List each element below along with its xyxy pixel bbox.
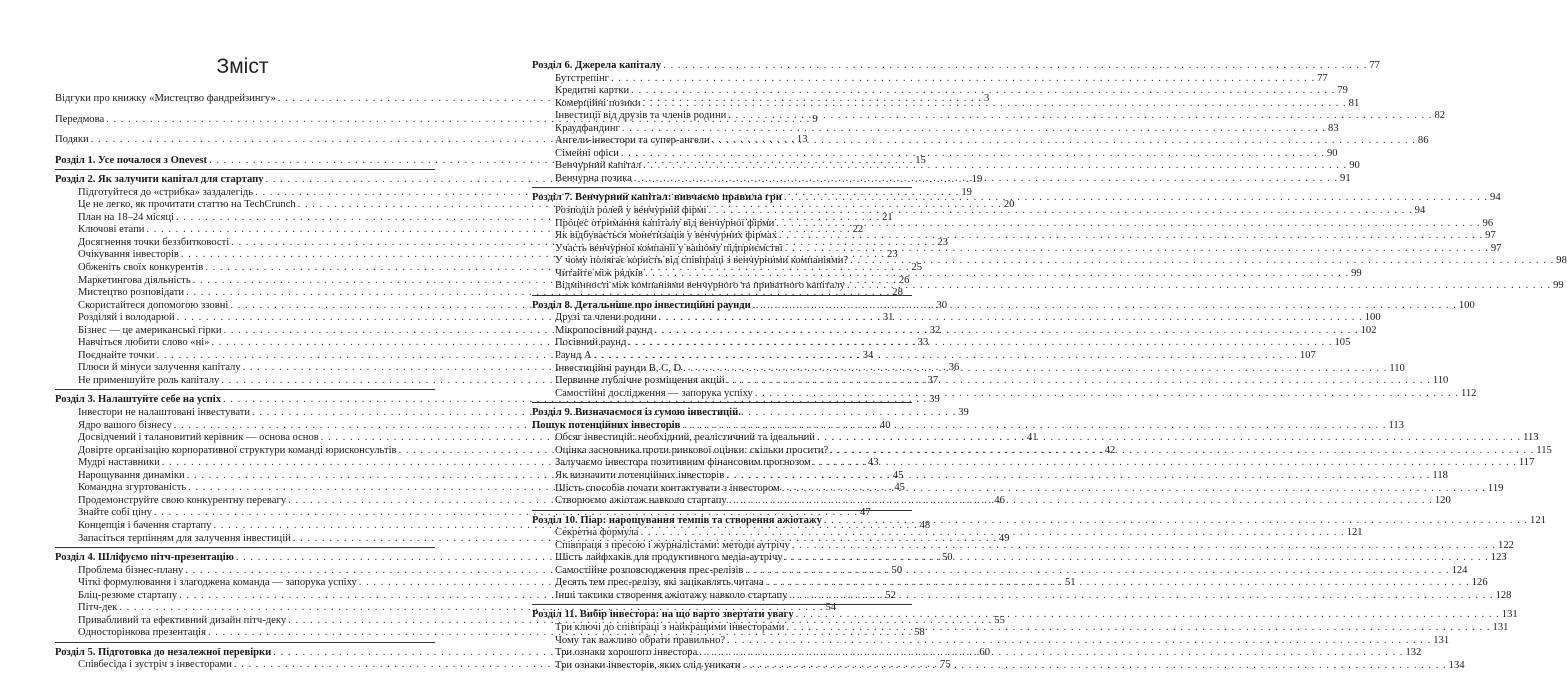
toc-page-number: 94 — [1414, 205, 1426, 217]
toc-page-number: 43 — [867, 457, 879, 469]
toc-entry-title: Як відбувається монетизація у венчурних фірмах — [555, 230, 778, 242]
toc-entry[interactable] — [532, 110, 1446, 123]
toc-entry-title: Бізнес — це американські гірки — [78, 324, 222, 336]
toc-entry-title: Венчурний капітал — [555, 160, 642, 172]
toc-entry[interactable] — [532, 482, 1504, 496]
dot-leader — [817, 432, 1521, 445]
toc-entry-title: Бліц-резюме стартапу — [78, 589, 178, 601]
toc-entry-title: Не применшуйте роль капіталу — [78, 374, 220, 386]
toc-page-number: 75 — [940, 659, 951, 671]
dot-leader — [785, 552, 1489, 565]
toc-page-number: 50 — [891, 564, 903, 576]
toc-entry-title: Розділ 6. Джерела капіталу — [532, 60, 662, 71]
toc-page-number: 19 — [961, 186, 972, 198]
toc-page-number: 131 — [1501, 609, 1518, 621]
toc-entry[interactable] — [532, 97, 1360, 111]
toc-page-number: 120 — [1434, 495, 1451, 507]
toc-page-number: 28 — [892, 287, 903, 299]
toc-entry-title: Первинне публічне розміщення акцій — [555, 375, 725, 387]
toc-entry-title: Комерційні позики — [555, 97, 641, 109]
toc-page-number: 100 — [1364, 312, 1381, 324]
dot-leader — [830, 445, 1534, 458]
toc-page-number: 113 — [1388, 419, 1404, 431]
dot-leader — [634, 173, 1338, 186]
dot-leader — [792, 540, 1496, 553]
toc-entry-title: Краудфандинг — [555, 122, 620, 134]
toc-entry[interactable] — [532, 469, 1448, 483]
toc-page-number: 54 — [825, 602, 837, 614]
toc-entry-title: Співбесіда і зустріч з інвесторами — [78, 659, 232, 671]
toc-page-number: 112 — [1460, 387, 1477, 399]
toc-entry-title: Ключові етапи — [78, 224, 145, 236]
toc-entry-title: Розділ 5. Підготовка до незалежної перевірки — [55, 646, 272, 658]
toc-entry-title: Проблема бізнес-плану — [78, 564, 184, 576]
dot-leader — [645, 268, 1349, 281]
toc-page-number: 34 — [862, 349, 874, 361]
toc-entry-title: Ангели-інвестори та супер-ангели — [555, 135, 710, 147]
toc-entry[interactable] — [532, 539, 1514, 553]
toc-page-number: 128 — [1495, 589, 1512, 601]
toc-page-number: 98 — [1556, 255, 1567, 267]
toc-entry-title: Десять тем прес-релізу, які зацікавлять читача — [555, 577, 764, 589]
dot-leader — [683, 363, 1387, 376]
toc-entry-title: План на 18–24 місяці — [78, 211, 174, 223]
toc-page-number: 122 — [1498, 539, 1514, 551]
toc-page-number: 119 — [1487, 482, 1504, 494]
dot-leader — [594, 350, 1298, 363]
toc-page-number: 48 — [919, 519, 931, 531]
toc-entry[interactable] — [532, 312, 1381, 325]
toc-entry-title: Самостійне розповсюдження прес-релізів — [555, 564, 744, 576]
toc-page-number: 41 — [1026, 432, 1038, 444]
toc-page-number: 39 — [929, 394, 940, 406]
dot-leader — [850, 255, 1554, 268]
toc-page-number: 134 — [1448, 659, 1465, 671]
dot-leader — [699, 647, 1403, 660]
toc-page-number: 118 — [1432, 469, 1448, 481]
toc-page-number: 37 — [927, 374, 939, 386]
toc-page-number: 36 — [948, 362, 960, 374]
toc-entry[interactable] — [532, 457, 1535, 470]
toc-chapter-entry[interactable] — [532, 419, 1404, 433]
toc-page-number: 32 — [929, 324, 941, 336]
dot-leader — [813, 457, 1517, 470]
dot-leader — [786, 622, 1490, 635]
toc-entry-title: Читайте між рядків — [555, 267, 643, 279]
toc-entry-title: Пошук потенційних інвесторів — [532, 419, 681, 431]
toc-page-number: 110 — [1389, 362, 1405, 374]
toc-entry-title: Шість лайфхаків для продуктивного медіа-аутрічу — [555, 552, 783, 564]
toc-entry-title: Це не легко, як прочитати статтю на TechCrunch — [78, 199, 296, 211]
toc-page-number: 97 — [1490, 242, 1502, 254]
toc-page-number: 115 — [1536, 444, 1552, 456]
toc-page-number: 83 — [1328, 122, 1339, 134]
dot-leader — [631, 85, 1335, 98]
toc-entry-title: Маркетингова діяльність — [78, 274, 191, 286]
dot-leader — [726, 470, 1430, 483]
toc-page-number: 79 — [1337, 85, 1348, 97]
toc-entry-title: Скористайтеся допомогою ззовні — [78, 299, 229, 311]
toc-entry-title: Знайте собі ціну — [78, 507, 152, 519]
toc-entry-title: Подяки — [55, 134, 89, 146]
toc-entry-title: Участь венчурної компанії у вашому підприємстві — [555, 242, 783, 254]
toc-page-number: 13 — [796, 134, 808, 146]
toc-entry-title: Друзі та члени родини — [555, 312, 657, 324]
toc-page-number: 23 — [887, 249, 898, 261]
dot-leader — [709, 205, 1413, 218]
toc-page-number: 121 — [1346, 527, 1363, 539]
dot-leader — [621, 148, 1325, 161]
toc-page-number: 94 — [1490, 192, 1501, 204]
toc-page-number: 132 — [1405, 647, 1422, 659]
dot-leader — [785, 243, 1489, 256]
toc-entry-title: Мудрі наставники — [78, 457, 160, 469]
toc-entry-title: Ядро вашого бізнесу — [78, 419, 172, 431]
toc-page-number: 50 — [941, 552, 953, 564]
toc-page-number: 52 — [885, 589, 896, 601]
toc-entry-title: Підготуйтеся до «стрибка» заздалегідь — [78, 186, 254, 198]
toc-entry-title: Сімейні офіси — [555, 147, 619, 159]
toc-entry-title: Мистецтво розповідати — [78, 287, 185, 299]
toc-page-number: 90 — [1326, 147, 1338, 159]
toc-entry-title: Три ключі до співпраці з найкращими інвесторами — [555, 621, 785, 633]
dot-leader — [622, 123, 1326, 136]
toc-entry-title: Односторінкова презентація — [78, 627, 206, 639]
toc-page-number: 121 — [1530, 514, 1546, 526]
toc-entry[interactable] — [532, 407, 912, 420]
toc-page-number: 47 — [860, 507, 871, 519]
toc-page-number: 102 — [1360, 324, 1377, 336]
toc-entry[interactable] — [532, 85, 1348, 98]
toc-page-number: 117 — [1518, 457, 1535, 469]
toc-page-number: 90 — [1349, 160, 1360, 172]
toc-entry-title: Розділяй і володарюй — [78, 312, 175, 324]
toc-entry-title: Самостійні дослідження — запорука успіху — [555, 387, 753, 399]
toc-entry-title: Розділ 9. Визначаємося із сумою інвестицій. — [532, 407, 741, 419]
toc-entry-title: Досвідчений і талановитий керівник — основа основ — [78, 432, 319, 444]
toc-entry-title: Розділ 2. Як залучити капітал для стартапу — [55, 174, 264, 186]
toc-page-number: 126 — [1471, 577, 1488, 589]
toc-page-number: 110 — [1432, 375, 1449, 387]
toc-entry-title: Розділ 11. Вибір інвестора: на що варто звертати увагу — [532, 609, 794, 621]
dot-leader — [643, 98, 1347, 111]
dot-leader — [796, 609, 1500, 622]
toc-page-number: 77 — [1369, 60, 1380, 71]
toc-page-number: 86 — [1417, 135, 1429, 147]
toc-entry-title: Інвестиції від друзів та членів родини — [555, 110, 727, 122]
toc-entry-title: Секретна формула — [555, 527, 639, 539]
toc-entry[interactable] — [532, 350, 1316, 363]
toc-entry[interactable] — [532, 135, 1429, 148]
toc-entry-title: Розділ 8. Детальніше про інвестиційні раунди — [532, 299, 751, 311]
toc-entry[interactable] — [532, 589, 1512, 603]
dot-leader — [824, 515, 1528, 528]
toc-page-number: 40 — [879, 419, 891, 431]
toc-entry-title: Три ознаки інвесторів, яких слід уникати — [555, 659, 741, 671]
toc-entry-title: Розділ 4. Шліфуємо пітч-презентацію — [55, 552, 234, 564]
dot-leader — [779, 230, 1483, 243]
toc-entry-title: Чому так важливо обрати правильно? — [555, 634, 726, 646]
toc-page-number: 100 — [1458, 299, 1475, 311]
toc-page-number: 82 — [1434, 110, 1446, 122]
toc-entry-title: Пітч-дек — [78, 602, 118, 614]
toc-page-number: 51 — [1064, 577, 1076, 589]
toc-page-number: 131 — [1492, 621, 1509, 633]
dot-leader — [611, 73, 1315, 86]
toc-page-number: 30 — [936, 299, 948, 311]
toc-page-number: 58 — [914, 627, 925, 639]
dot-leader — [847, 280, 1551, 293]
dot-leader — [755, 388, 1459, 401]
toc-page-number: 26 — [898, 274, 910, 286]
toc-page-number: 42 — [1104, 444, 1116, 456]
toc-entry-title: Посівний раунд — [555, 337, 627, 349]
toc-entry-title: Навчіться любити слово «ні» — [78, 337, 210, 349]
dot-leader — [643, 160, 1347, 173]
dot-leader — [728, 110, 1432, 123]
toc-entry-title: Відгуки про книжку «Мистецтво фандрейзингу» — [55, 93, 276, 104]
toc-page-number: 49 — [998, 532, 1010, 544]
dot-leader — [628, 337, 1332, 350]
toc-entry-title: Передмова — [55, 113, 105, 125]
toc-entry-title: Нарощування динаміки — [78, 469, 185, 481]
toc-entry-title: Обсяг інвестицій: необхідний, реалістичний та ідеальний — [555, 432, 815, 444]
toc-page-number: 105 — [1334, 337, 1351, 349]
dot-leader — [727, 635, 1431, 648]
toc-page-number: 3 — [983, 93, 990, 104]
toc-entry[interactable] — [532, 72, 1328, 86]
dot-leader — [743, 660, 1447, 673]
dot-leader — [727, 375, 1431, 388]
toc-page-number: 123 — [1490, 552, 1507, 564]
toc-entry-title: Довірте організацію корпоративної структури команді юрисконсультів — [78, 444, 397, 456]
dot-leader — [682, 420, 1386, 433]
toc-entry-title: Очікування інвесторів — [78, 249, 179, 261]
dot-leader — [782, 483, 1486, 496]
toc-page-number: 45 — [892, 469, 904, 481]
toc-page-number: 55 — [994, 614, 1005, 626]
toc-entry-title: Привабливий та ефективний дизайн пітч-деку — [78, 614, 287, 626]
toc-page-number: 33 — [917, 337, 929, 349]
toc-page-number: 19 — [971, 174, 983, 186]
toc-page-number: 81 — [1348, 97, 1360, 109]
dot-leader — [784, 192, 1488, 205]
dot-leader — [753, 300, 1457, 313]
toc-page-number: 124 — [1451, 564, 1468, 576]
toc-entry-title: Обженіть своїх конкурентів — [78, 262, 204, 274]
toc-page-number: 107 — [1299, 350, 1316, 362]
toc-entry-title: Інвестиційні раунди B, C, D — [555, 362, 682, 374]
toc-entry-title: Чіткі формулювання і злагоджена команда — запорука успіху — [78, 577, 357, 589]
dot-leader — [745, 565, 1449, 578]
page-title: Зміст — [216, 55, 269, 78]
toc-page-number: 9 — [812, 113, 818, 125]
dot-leader — [729, 495, 1433, 508]
toc-entry-title: Залучаємо інвестора позитивним фінансовим прогнозом — [555, 457, 811, 469]
toc-entry-title: Запасіться терпінням для залучення інвестицій — [78, 532, 291, 544]
toc-page-number: 20 — [1003, 199, 1015, 211]
toc-page-number: 97 — [1485, 230, 1496, 242]
toc-entry-title: Три ознаки хорошого інвестора — [555, 647, 698, 659]
toc-page-number: 21 — [882, 211, 893, 223]
toc-page-number: 96 — [1482, 217, 1494, 229]
toc-entry[interactable] — [532, 634, 1450, 648]
dot-leader — [654, 325, 1358, 338]
dot-leader — [641, 527, 1345, 540]
toc-entry-title: Шість способів почати контактувати з інвестором — [555, 482, 780, 494]
toc-entry-title: Бутстрепінг — [555, 72, 609, 84]
toc-chapter-entry[interactable] — [532, 60, 1380, 73]
toc-page-number: 45 — [894, 482, 905, 494]
toc-entry-title: Розділ 3. Налаштуйте себе на успіх — [55, 394, 221, 406]
toc-page-number: 131 — [1433, 634, 1450, 646]
toc-entry-title: Оцінка засновника проти ринкової оцінки: скільки просити? — [555, 444, 829, 456]
dot-leader — [659, 312, 1363, 325]
toc-entry-title: Процес отримання капіталу від венчурної фірми — [555, 217, 775, 229]
toc-entry-title: Кредитні картки — [555, 85, 630, 97]
toc-page-number: 77 — [1317, 72, 1328, 84]
toc-page-number: 113 — [1523, 432, 1539, 444]
toc-entry-title: Плюси й мінуси залучення капіталу — [78, 362, 241, 374]
toc-entry[interactable] — [532, 280, 1564, 293]
dot-leader — [766, 577, 1470, 590]
toc-entry-title: Інвестори не налаштовані інвестувати — [78, 407, 251, 419]
toc-page-number: 99 — [1553, 280, 1564, 292]
toc-chapter-entry[interactable] — [55, 394, 940, 407]
toc-entry-title: Командна згуртованість — [78, 482, 187, 494]
toc-page-number: 22 — [852, 224, 864, 236]
toc-entry-title: Розподіл ролей у венчурній фірмі — [555, 205, 707, 217]
toc-entry-title: Інші тактики створення ажіотажу навколо стартапу — [555, 589, 788, 601]
dot-leader — [663, 60, 1367, 73]
toc-entry-title: У чому полягає користь від співпраці з венчурними компаніями? — [555, 255, 849, 267]
toc-page-number: 91 — [1340, 172, 1351, 184]
toc-entry-title: Розділ 10. Піар: нарощування темпів та створення ажіотажу — [532, 514, 822, 526]
toc-entry[interactable] — [532, 564, 1468, 578]
toc-entry-title: Мікропосівний раунд — [555, 324, 653, 336]
toc-entry-title: Розділ 7. Венчурний капітал: вивчаємо правила гри — [532, 192, 782, 204]
toc-entry-title: Поєднайте точки — [78, 349, 155, 361]
toc-page-number: 60 — [979, 646, 991, 658]
toc-page-number: 25 — [911, 262, 923, 274]
toc-page-number: 31 — [882, 312, 894, 324]
toc-entry-title: Як визначити потенційних інвесторів — [555, 469, 725, 481]
toc-page-number: 23 — [937, 236, 948, 248]
dot-leader — [712, 135, 1416, 148]
toc-entry-title: Досягнення точки беззбитковості — [78, 236, 230, 248]
toc-entry-title: Розділ 1. Усе почалося з Onevest — [55, 154, 208, 166]
dot-leader — [776, 218, 1480, 231]
toc-page-number: 99 — [1351, 267, 1362, 279]
toc-entry-title: Венчурна позика — [555, 172, 632, 184]
toc-entry-title: Раунд A — [555, 350, 592, 362]
toc-page-number: 39 — [958, 407, 969, 419]
toc-page-number: 46 — [994, 494, 1005, 506]
toc-entry-title: Створюємо ажіотаж навколо стартапу — [555, 495, 727, 507]
toc-entry-title: Продемонструйте свою конкурентну перевагу — [78, 494, 287, 506]
toc-entry[interactable] — [532, 122, 1339, 136]
toc-entry-title: Відмінності між компаніями венчурного та приватного капіталу — [555, 280, 845, 292]
dot-leader — [789, 590, 1493, 603]
toc-page-number: 15 — [915, 154, 926, 166]
toc-entry-title: Концепція і бачення стартапу — [78, 519, 212, 531]
toc-entry[interactable] — [55, 287, 903, 300]
toc-entry-title: Співпраця з пресою і журналістами: методи аутрічу — [555, 539, 790, 551]
